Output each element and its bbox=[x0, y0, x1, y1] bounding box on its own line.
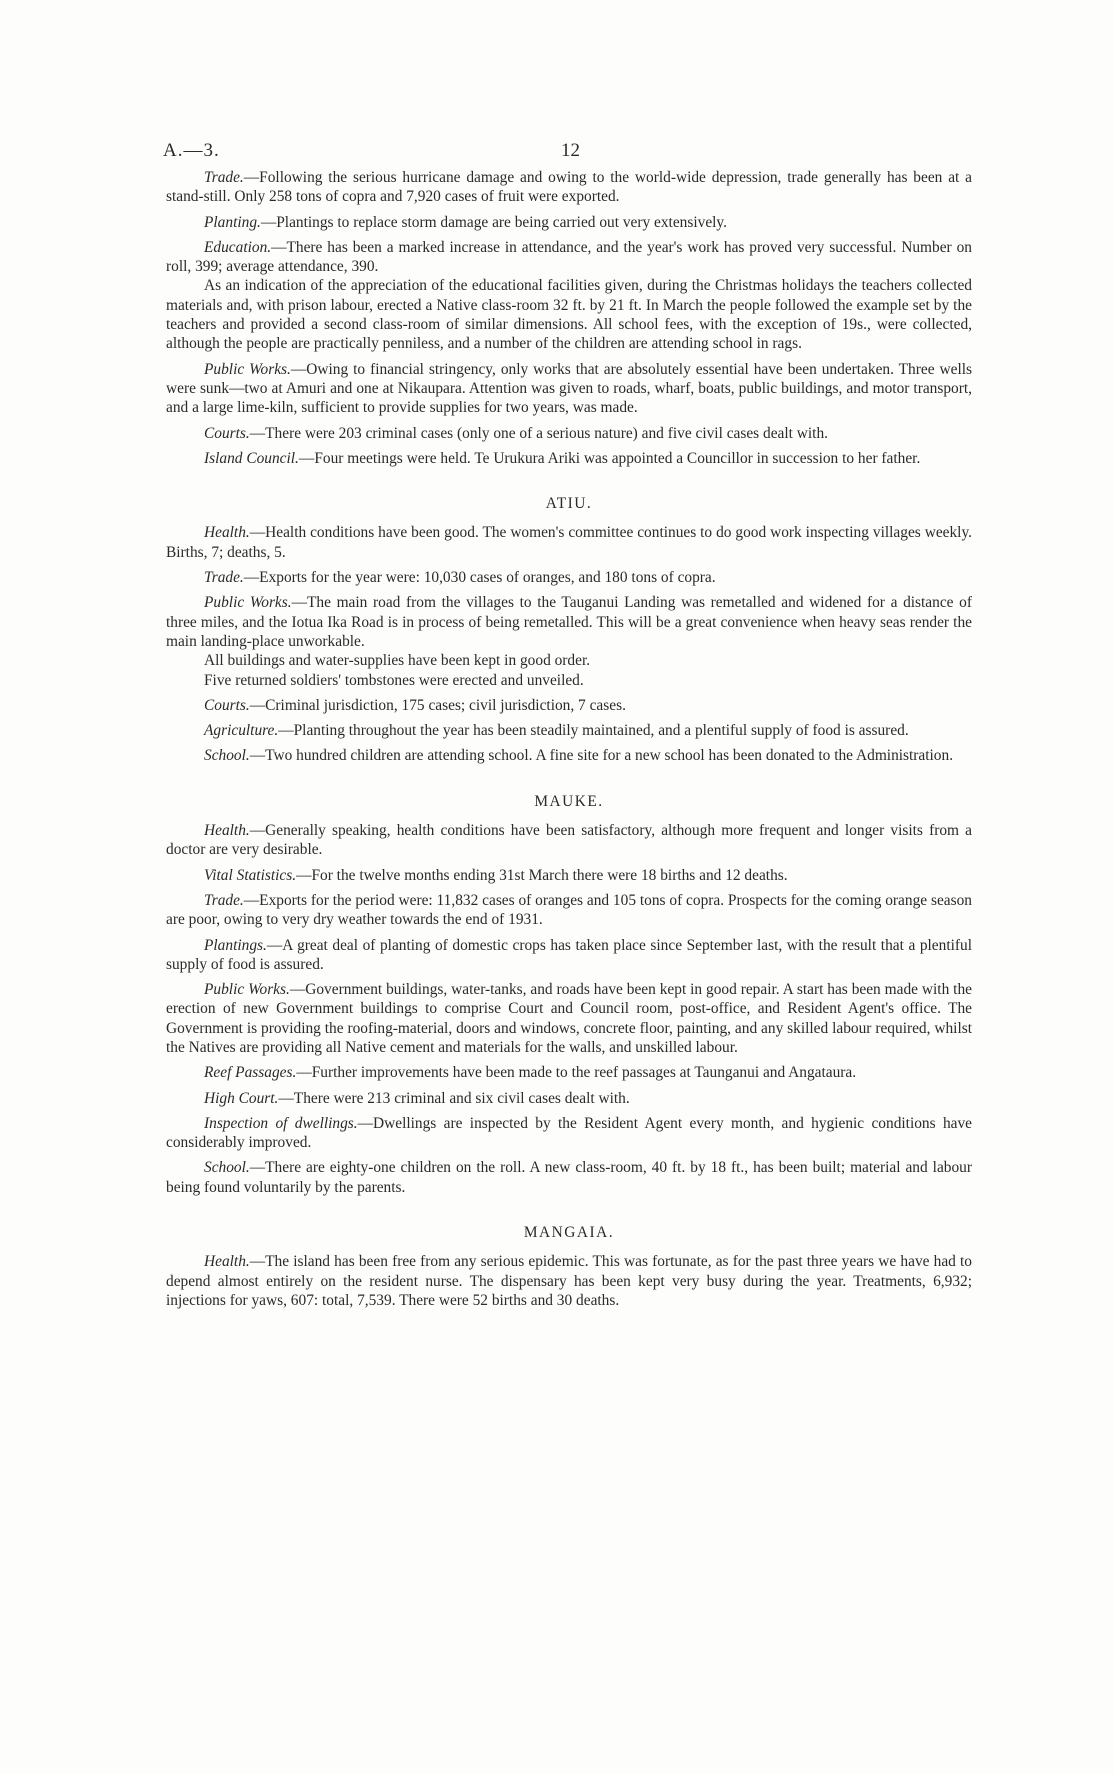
paragraph bbox=[166, 1114, 972, 1153]
paragraph-lead: Agriculture. bbox=[204, 722, 279, 740]
paragraph bbox=[166, 1158, 972, 1197]
paragraph-text: —Exports for the year were: 10,030 cases of oranges, and 180 tons of copra. bbox=[243, 569, 716, 587]
paragraph-text: —There has been a marked increase in attendance, and the year's work has proved very successful. Number on roll, 399; average attendance, 390. bbox=[166, 238, 972, 276]
paragraph bbox=[166, 671, 972, 690]
paragraph-lead: Plantings. bbox=[204, 936, 267, 954]
paragraph bbox=[166, 523, 972, 562]
paragraph bbox=[166, 168, 972, 207]
paragraph bbox=[166, 449, 972, 468]
paragraph bbox=[166, 1252, 972, 1310]
paragraph bbox=[166, 1063, 972, 1082]
paragraph-text: —For the twelve months ending 31st March there were 18 births and 12 deaths. bbox=[296, 866, 788, 884]
paragraph-lead: Trade. bbox=[204, 569, 244, 587]
document-body bbox=[166, 168, 972, 1316]
paragraph-text: —The island has been free from any serious epidemic. This was fortunate, as for the past three years we have had to depend almost entirely on the resident nurse. The dispensary has been kept very busy during the year. Treatments, 6,932; injections for yaws, 607: total, 7,539. There were 52 births and 30 deaths. bbox=[166, 1253, 972, 1309]
paragraph bbox=[166, 593, 972, 651]
paragraph bbox=[166, 891, 972, 930]
paragraph-text: —Planting throughout the year has been steadily maintained, and a plentiful supply of food is assured. bbox=[278, 722, 909, 740]
paragraph bbox=[166, 696, 972, 715]
paragraph-text: —Following the serious hurricane damage and owing to the world-wide depression, trade generally has been at a stand-still. Only 258 tons of copra and 7,920 cases of fruit were exported. bbox=[166, 169, 972, 206]
paragraph-text: —Exports for the period were: 11,832 cases of oranges and 105 tons of copra. Prospects for the coming orange season are poor, owing to very dry weather towards the end of 1931. bbox=[166, 891, 972, 929]
paragraph bbox=[166, 721, 972, 740]
paragraph-text: —Two hundred children are attending school. A fine site for a new school has been donated to the Administration. bbox=[249, 747, 954, 765]
paragraph bbox=[166, 936, 972, 975]
section-heading: MAUKE. bbox=[534, 792, 604, 810]
paragraph-text: —The main road from the villages to the Tauganui Landing was remetalled and widened for a distance of three miles, and the Iotua Ika Road is in process of being remetalled. This will be a great convenience when heavy seas render the main landing-place unworkable. bbox=[166, 594, 972, 650]
paragraph-lead: School. bbox=[204, 1159, 250, 1177]
paragraph-text: Five returned soldiers' tombstones were erected and unveiled. bbox=[204, 671, 584, 689]
document-reference: A.—3. bbox=[163, 140, 220, 161]
paragraph-lead: Health. bbox=[204, 822, 250, 840]
paragraph-text: —Criminal jurisdiction, 175 cases; civil jurisdiction, 7 cases. bbox=[249, 696, 626, 714]
paragraph-text: —There were 203 criminal cases (only one of a serious nature) and five civil cases dealt with. bbox=[249, 424, 828, 442]
paragraph bbox=[166, 651, 972, 670]
paragraph-lead: Island Council. bbox=[204, 449, 299, 467]
paragraph-lead: Public Works. bbox=[204, 360, 291, 378]
paragraph bbox=[166, 1089, 972, 1108]
paragraph bbox=[166, 213, 972, 232]
paragraph-text: —Generally speaking, health conditions have been satisfactory, although more frequent and longer visits from a doctor are very desirable. bbox=[166, 822, 972, 859]
paragraph-text: —Dwellings are inspected by the Resident Agent every month, and hygienic conditions have considerably improved. bbox=[166, 1114, 973, 1152]
paragraph-lead: High Court. bbox=[204, 1089, 279, 1107]
paragraph-lead: Courts. bbox=[204, 424, 250, 442]
paragraph-lead: Trade. bbox=[204, 169, 244, 186]
paragraph-text: —Further improvements have been made to the reef passages at Taunganui and Angataura. bbox=[296, 1064, 857, 1082]
paragraph-text: —A great deal of planting of domestic crops has taken place since September last, with the result that a plentiful supply of food is assured. bbox=[166, 936, 972, 973]
paragraph-lead: Public Works. bbox=[204, 594, 292, 612]
paragraph bbox=[166, 360, 972, 418]
paragraph-text: —There were 213 criminal and six civil cases dealt with. bbox=[278, 1089, 630, 1107]
paragraph-text: All buildings and water-supplies have been kept in good order. bbox=[204, 652, 591, 670]
paragraph-lead: Trade. bbox=[204, 891, 244, 909]
paragraph bbox=[166, 746, 972, 765]
paragraph-lead: Public Works. bbox=[204, 981, 290, 999]
section-heading: MANGAIA. bbox=[523, 1224, 615, 1242]
paragraph bbox=[166, 821, 972, 860]
paragraph-lead: Courts. bbox=[204, 696, 250, 714]
paragraph-text: —Owing to financial stringency, only works that are absolutely essential have been undertaken. Three wells were sunk—two at Amuri and one at Nikaupara. Attention was given to roads, wharf, boats, public buildings, and motor transport, and a large lime-kiln, sufficient to provide supplies for two years, was made. bbox=[166, 360, 972, 417]
paragraph-text: —Health conditions have been good. The women's committee continues to do good work inspecting villages weekly. Births, 7; deaths, 5. bbox=[166, 524, 972, 561]
paragraph-lead: School. bbox=[204, 747, 250, 765]
section-heading: ATIU. bbox=[545, 495, 593, 513]
paragraph bbox=[166, 424, 972, 443]
paragraph bbox=[166, 866, 972, 885]
paragraph-lead: Education. bbox=[204, 238, 272, 256]
paragraph-lead: Planting. bbox=[204, 213, 261, 231]
paragraph-text: —Plantings to replace storm damage are being carried out very extensively. bbox=[260, 213, 727, 231]
paragraph bbox=[166, 238, 972, 277]
paragraph-text: —Four meetings were held. Te Urukura Ariki was appointed a Councillor in succession to her father. bbox=[298, 449, 921, 467]
paragraph-lead: Vital Statistics. bbox=[204, 866, 297, 884]
paragraph-lead: Inspection of dwellings. bbox=[204, 1114, 358, 1132]
paragraph-text: —Government buildings, water-tanks, and roads have been kept in good repair. A start has been made with the erection of new Government buildings to comprise Court and Council room, post-office, and Resident Agent's office. The Government is providing the roofing-material, doors and windows, concrete floor, painting, and any skilled labour required, whilst the Natives are providing all Native cement and materials for the walls, and unskilled labour. bbox=[166, 981, 972, 1056]
paragraph-lead: Health. bbox=[204, 524, 250, 542]
page-number: 12 bbox=[561, 140, 580, 161]
paragraph-text: —There are eighty-one children on the roll. A new class-room, 40 ft. by 18 ft., has been built; material and labour being found voluntarily by the parents. bbox=[166, 1159, 972, 1196]
paragraph-text: As an indication of the appreciation of the educational facilities given, during the Christmas holidays the teachers collected materials and, with prison labour, erected a Native class-room 32 ft. by 21 ft. In March the people followed the example set by the teachers and provided a second class-room of similar dimensions. All school fees, with the exception of 19s., were collected, although the people are practically penniless, and a number of the children are attending school in rags. bbox=[166, 277, 972, 353]
page-header bbox=[163, 140, 973, 164]
paragraph-lead: Reef Passages. bbox=[204, 1064, 297, 1082]
paragraph bbox=[166, 980, 972, 1057]
paragraph bbox=[166, 276, 972, 353]
paragraph bbox=[166, 568, 972, 587]
paragraph-lead: Health. bbox=[204, 1253, 250, 1271]
